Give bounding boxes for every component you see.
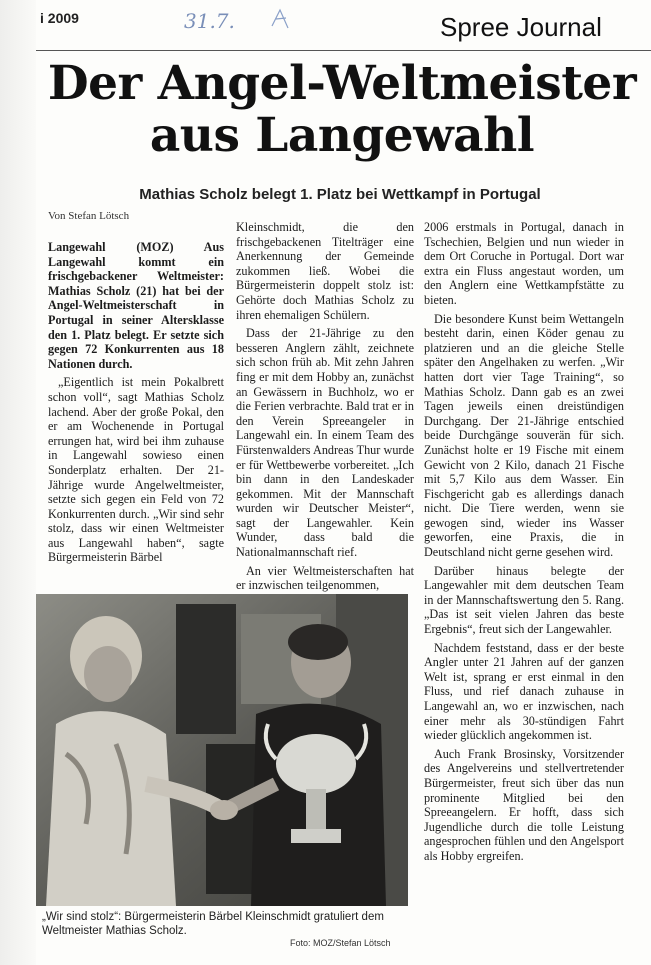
paragraph: Langewahl (MOZ) Aus Langewahl kommt ein frischgebackener Weltmeister: Mathias Scholz (21) hat bei der Angel-Weltmeisterschaft in Portugal in seiner Altersklasse den 1. Platz belegt. Er setzte sich gegen 72 Konkurrenten aus 18 Nationen durch. <box>48 240 224 371</box>
article-headline <box>36 58 648 162</box>
article-column-2 <box>236 220 414 597</box>
article-subheadline: Mathias Scholz belegt 1. Platz bei Wettkampf in Portugal <box>139 186 541 203</box>
paragraph: „Eigentlich ist mein Pokalbrett schon voll“, sagt Mathias Scholz lachend. Aber der große Pokal, den er am Wochenende in Portugal errungen hat, wird bei ihm zuhause in Langewahl sowieso einen Sonderplatz erhalten. Der 21-Jährige wurde Angelweltmeister, setzte sich gegen ein Feld von 72 Konkurrenten durch. „Wir sind sehr stolz, dass wir einen Weltmeister aus Langewahl haben“, sagte Bürgermeisterin Bärbel <box>48 375 224 565</box>
handwritten-date: 31.7. <box>184 9 235 33</box>
article-column-3 <box>424 220 624 868</box>
header-rule <box>36 50 651 51</box>
headline-line-2: aus Langewahl <box>149 108 535 163</box>
paragraph: Die besondere Kunst beim Wettangeln besteht darin, einen Köder genau zu platzieren und an die gleiche Stelle später den Angelhaken zu werfen. „Wir hatten dort vier Tage Training“, so Mathias Scholz. Dann gab es an zwei Tagen jeweils einen dreistündigen Durchgang. Der 21-Jährige entschied beide Durchgänge souverän für sich. Zunächst holte er 19 Fische mit einem Gewicht von 2 Kilo, danach 21 Fische mit 5,7 Kilo aus dem Wasser. Ein Fischgericht gab es allerdings danach nicht. Die Tiere werden, wenn sie gewogen sind, wieder ins Wasser geworfen, eine Praxis, die in Deutschland nicht gerne gesehen wird. <box>424 311 624 560</box>
photo-credit: Foto: MOZ/Stefan Lötsch <box>290 938 391 948</box>
paragraph: Dass der 21-Jährige zu den besseren Anglern zählt, zeichnete sich schon früh ab. Mit zehn Jahren fing er mit dem Hobby an, zunächst an Gewässern in Buchholz, wo er die Ferien verbrachte. Bald trat er in den Verein Spreeangeler in Langewahl ein. In einem Team des Fürstenwalders Andreas Thur wurde er für Wettbewerbe vorbereitet. „Ich bin dann in den Landeskader gekommen. Mit der Mannschaft wurden wir Deutscher Meister“, sagt der Langewahler. Kein Wunder, dass bald die Nationalmannschaft rief. <box>236 326 414 560</box>
photo-caption: „Wir sind stolz“: Bürgermeisterin Bärbel Kleinschmidt gratuliert dem Weltmeister Mathias Scholz. <box>42 911 384 937</box>
page-edge-shadow <box>0 0 36 965</box>
article-column-1 <box>48 240 224 569</box>
paragraph: Darüber hinaus belegte der Langewahler mit dem deutschen Team in der Mannschaftswertung den 5. Rang. „Das ist seit vielen Jahren das beste Ergebnis“, freut sich der Langewahler. <box>424 563 624 637</box>
date-fragment: i 2009 <box>40 10 79 26</box>
paragraph: 2006 erstmals in Portugal, danach in Tschechien, Belgien und nun wieder in dem Ort Coruche in Portugal. Dort war extra ein Fluss angestaut worden, um den Anglern eine Wettkampfstätte zu bieten. <box>424 220 624 307</box>
paragraph: An vier Weltmeisterschaften hat er inzwischen teilgenommen, <box>236 563 414 593</box>
publication-name: Spree Journal <box>440 12 602 42</box>
byline: Von Stefan Lötsch <box>48 210 130 222</box>
headline-line-1: Der Angel-Weltmeister <box>47 56 637 111</box>
paragraph: Kleinschmidt, die den frischgebackenen Titelträger eine Anerkennung der Gemeinde zukommen ließ. Wobei die Bürgermeisterin doppelt stolz ist: Gehörte doch Mathias Scholz zu ihren ehemaligen Schülern. <box>236 220 414 322</box>
paragraph: Auch Frank Brosinsky, Vorsitzender des Angelvereins und stellvertretender Bürgermeister, freut sich über das nun prominente Mitglied bei den Spreeangelern. Er hofft, dass sich Jugendliche durch die tolle Leistung angesprochen fühlen und den Angelsport als Hobby ergreifen. <box>424 746 624 863</box>
handwritten-date-annotation <box>180 4 310 38</box>
paragraph: Nachdem feststand, dass er der beste Angler unter 21 Jahren auf der ganzen Welt ist, sprang er erst einmal in den Fluss, und rief danach zuhause in Langewahl an, wo er inzwischen, nach einer mehr als 30-stündigen Fahrt wieder glücklich angekommen ist. <box>424 640 624 743</box>
article-photo <box>36 594 408 906</box>
